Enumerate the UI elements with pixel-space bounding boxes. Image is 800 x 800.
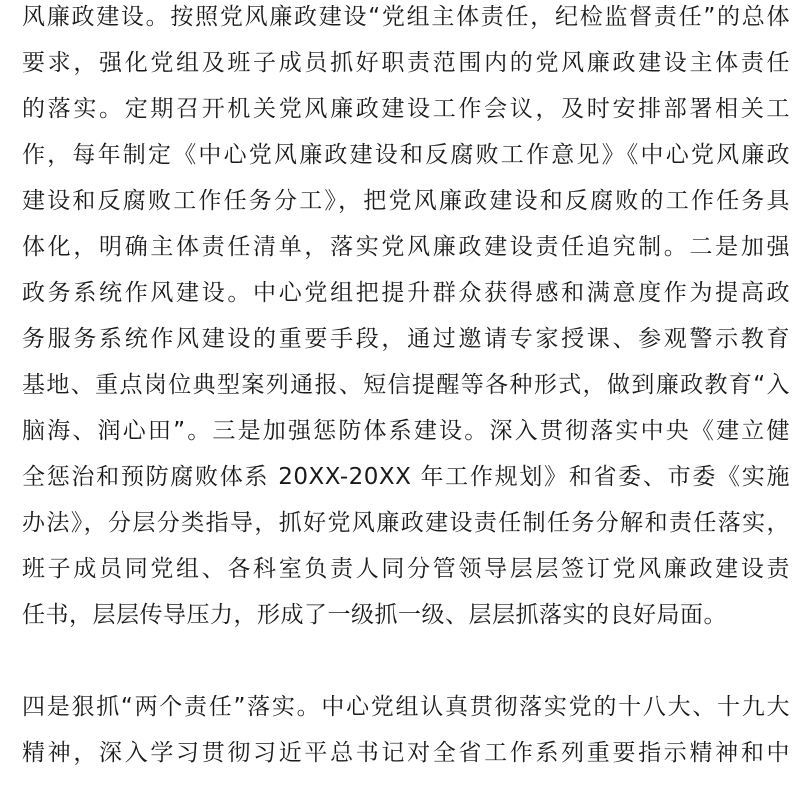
text-line: 班子成员同党组、各科室负责人同分管领导层层签订党风廉政建设责 [22,556,790,582]
text-line: 脑海、润心田”。三是加强惩防体系建设。深入贯彻落实中央《建立健 [22,418,790,444]
paragraph-1 [22,0,790,638]
text-line: 风廉政建设。按照党风廉政建设“党组主体责任，纪检监督责任”的总体 [22,4,790,30]
text-line: 政务系统作风建设。中心党组把提升群众获得感和满意度作为提高政 [22,280,790,306]
text-line: 四是狠抓“两个责任”落实。中心党组认真贯彻落实党的十八大、十九大 [22,694,790,720]
text-line: 任书，层层传导压力，形成了一级抓一级、层层抓落实的良好局面。 [22,602,727,628]
text-line: 精神，深入学习贯彻习近平总书记对全省工作系列重要指示精神和中 [22,740,790,766]
text-line: 务服务系统作风建设的重要手段，通过邀请专家授课、参观警示教育 [22,326,790,352]
text-line: 基地、重点岗位典型案列通报、短信提醒等各种形式，做到廉政教育“入 [22,372,790,398]
document-body [22,0,790,776]
text-line: 要求，强化党组及班子成员抓好职责范围内的党风廉政建设主体责任 [22,50,790,76]
text-line: 作，每年制定《中心党风廉政建设和反腐败工作意见》《中心党风廉政 [22,142,790,168]
paragraph-gap [22,638,790,684]
text-line: 建设和反腐败工作任务分工》，把党风廉政建设和反腐败的工作任务具 [22,188,790,214]
text-line: 全惩治和预防腐败体系 20XX-20XX 年工作规划》和省委、市委《实施 [22,464,790,490]
text-line: 体化，明确主体责任清单，落实党风廉政建设责任追究制。二是加强 [22,234,790,260]
text-line: 办法》，分层分类指导，抓好党风廉政建设责任制任务分解和责任落实， [22,510,790,536]
text-line: 的落实。定期召开机关党风廉政建设工作会议，及时安排部署相关工 [22,96,790,122]
paragraph-2 [22,684,790,776]
